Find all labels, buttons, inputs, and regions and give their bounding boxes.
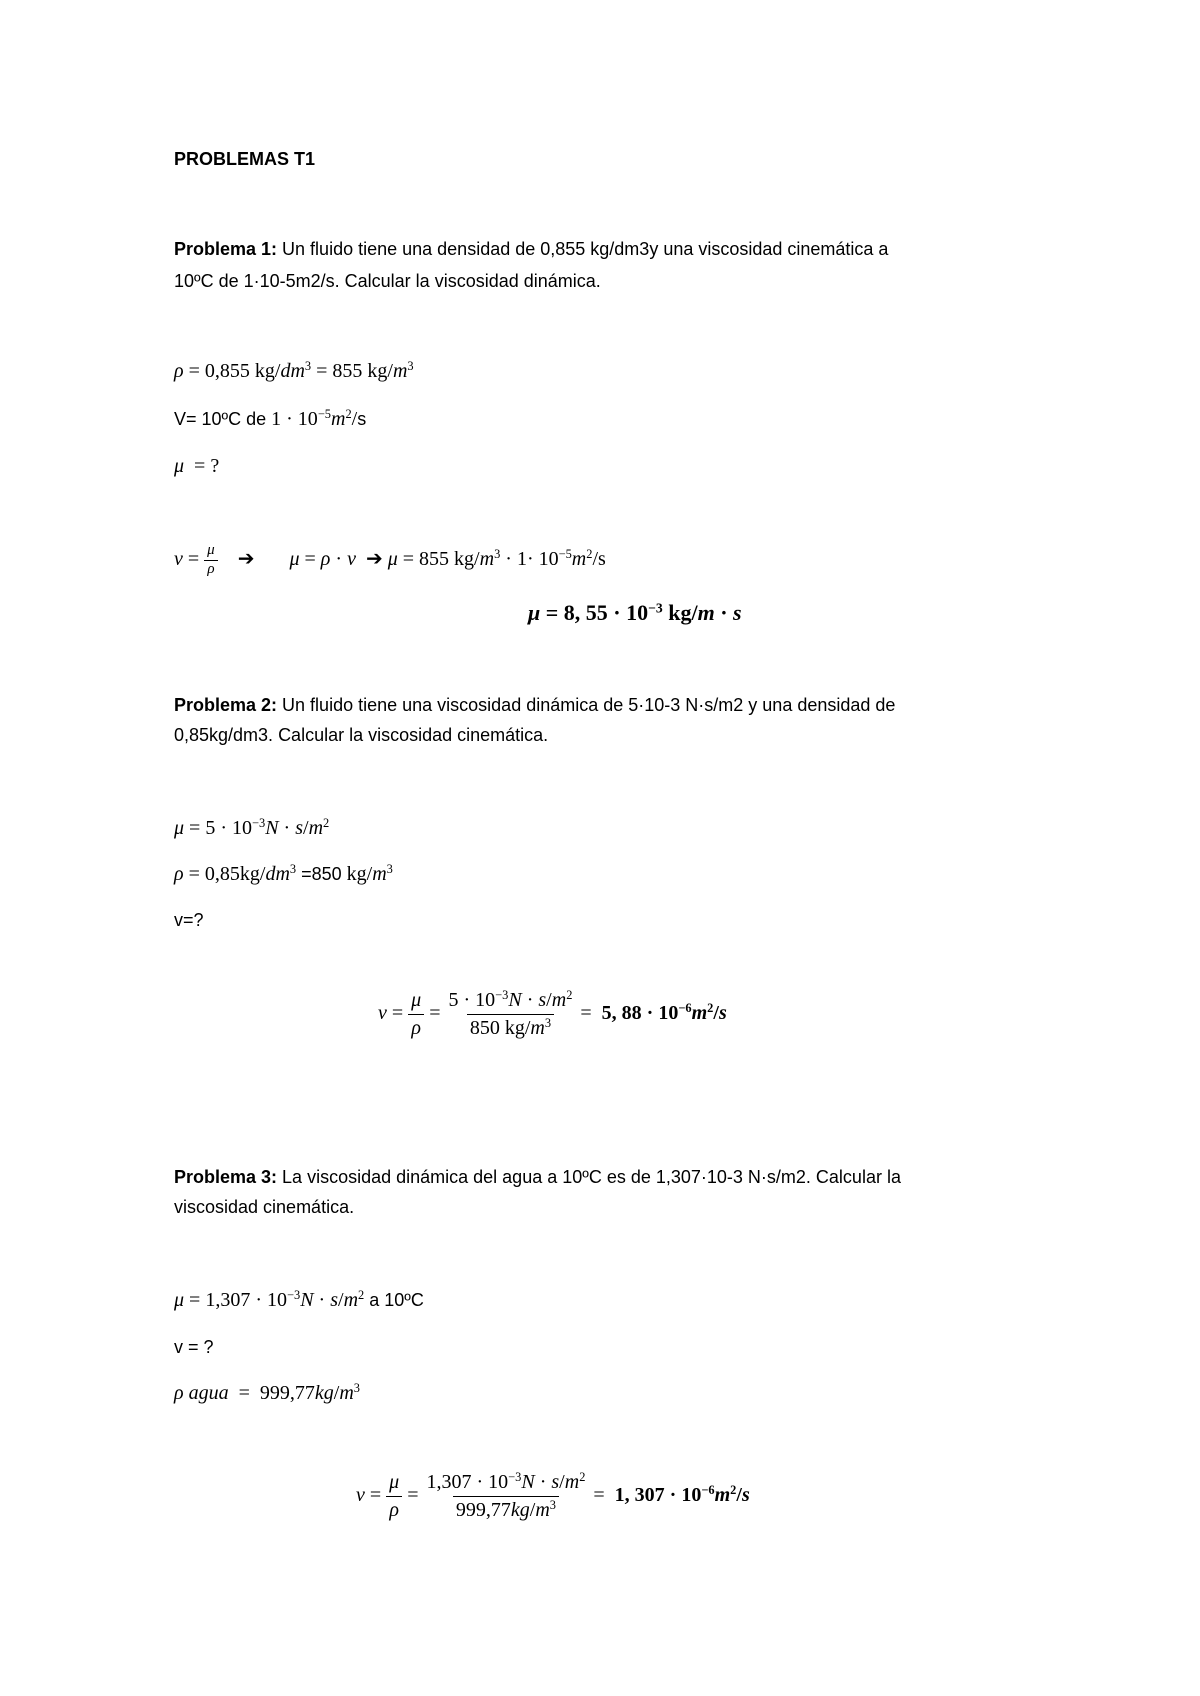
problem-3-statement-line-1: Problema 3: La viscosidad dinámica del agua a 10ºC es de 1,307·10-3 N·s/m2. Calcular la xyxy=(174,1167,901,1187)
problem-2-unknown: v=? xyxy=(174,910,204,930)
problem-1-statement-line-1: Problema 1: Un fluido tiene una densidad de 0,855 kg/dm3y una viscosidad cinemática a xyxy=(174,239,889,259)
problem-2-given-density: $\rho = 0,85kg/dm^3 =850$ $kg/m^3$ xyxy=(174,862,393,885)
problem-1-given-kinematic-viscosity: V= 10ºC de $1 \cdot 10^{-5}m^2/s$ xyxy=(174,407,367,430)
problem-1-unknown: μ = ? xyxy=(174,455,220,477)
problem-2-formula: v = $\frac{\mu}{\rho}$ = $\frac{5 \cdot 10^{-3}N \cdot s/m^2}{850 kg/m^3}$ = 5, $88 \cdot 10^{-6}m^2/s$ xyxy=(378,988,727,1039)
problem-3-statement-line-2: viscosidad cinemática. xyxy=(174,1197,355,1217)
problem-3-given-density: ρ agua = $999,77kg/m^3$ xyxy=(174,1381,360,1404)
problem-2-given-dynamic-viscosity: $\mu = 5 \cdot 10^{-3}N \cdot s/m^2$ xyxy=(174,816,330,839)
page-title: PROBLEMAS T1 xyxy=(174,149,316,169)
problem-3-unknown: v = ? xyxy=(174,1337,214,1357)
problem-3-formula: v = $\frac{\mu}{\rho}$ = $\frac{1,307 \cdot 10^{-3}N \cdot s/m^2}{999,77kg/m^3}$ = 1, $307 \cdot 10^{-6}m^2/s$ xyxy=(356,1470,750,1521)
problem-3-given-dynamic-viscosity: $\mu = 1,307 \cdot 10^{-3}N \cdot s/m^2$ a 10ºC xyxy=(174,1288,424,1311)
problem-1-given-density: ρ = 0,855 $kg/dm^3 = 855$ $kg/m^3$ xyxy=(174,359,414,382)
problem-2-statement-line-2: 0,85kg/dm3. Calcular la viscosidad cinemática. xyxy=(174,725,549,745)
problem-1-result: μ = 8, $55 \cdot 10^{-3}$ kg/m · s xyxy=(528,600,742,625)
problem-2-statement-line-1: Problema 2: Un fluido tiene una viscosidad dinámica de 5·10-3 N·s/m2 y una densidad de xyxy=(174,695,896,715)
problem-1-solution-steps: v = $\frac{\mu}{\rho}$ ➔ μ = ρ · v ➔ μ = 855 $kg/m^3 \cdot 1\cdot 10^{-5}m^2/s$ xyxy=(174,542,606,577)
problem-1-statement-line-2: 10ºC de 1·10-5m2/s. Calcular la viscosidad dinámica. xyxy=(174,271,601,291)
